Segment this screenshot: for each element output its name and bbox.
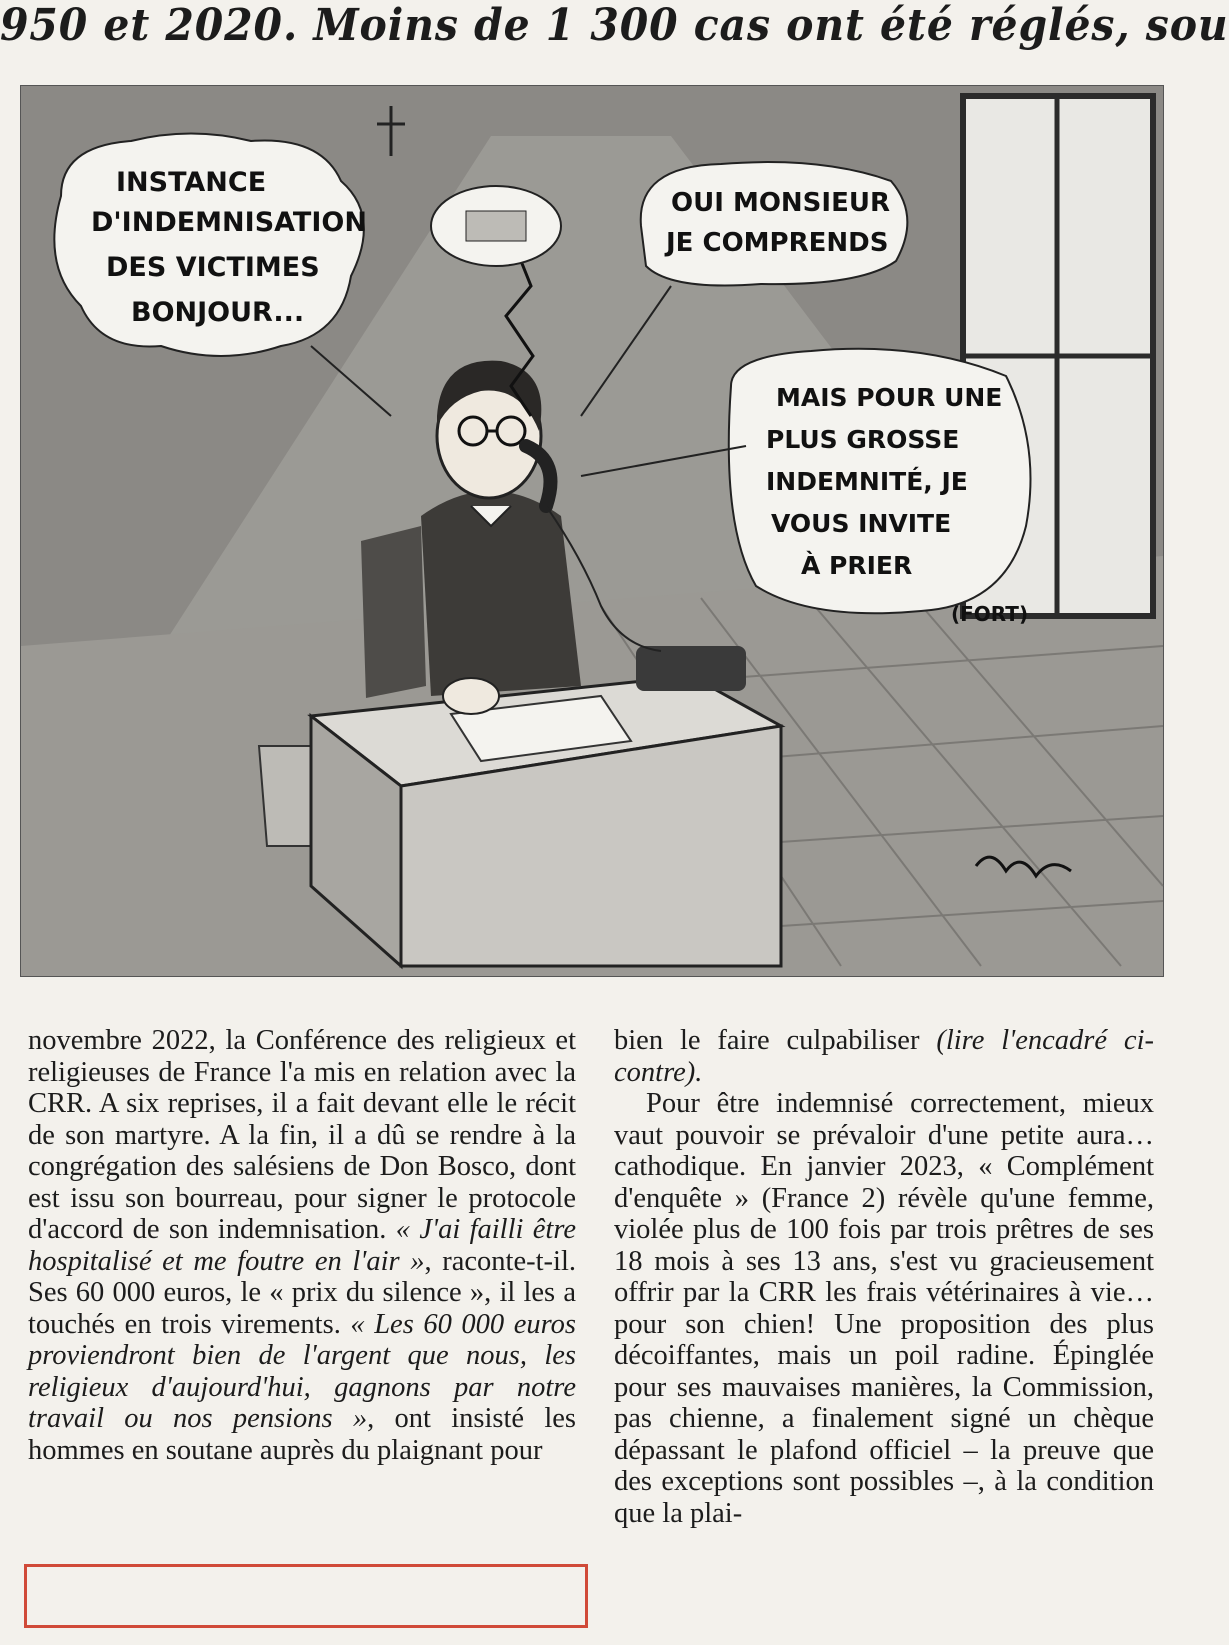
editorial-cartoon	[20, 85, 1164, 977]
left-col-text-3: , ont insisté les hommes en soutane auprès du plaignant pour	[28, 1403, 576, 1466]
bubble-top-right-line-1: OUI MONSIEUR	[671, 188, 890, 218]
bubble-left-line-2: D'INDEMNISATION	[91, 207, 367, 238]
highlight-annotation-box	[24, 1564, 588, 1628]
cartoon-drawing	[21, 86, 1163, 976]
bubble-top-right-line-2: JE COMPRENDS	[666, 228, 889, 258]
left-col-quote-2: « Les 60 000 euros proviendront bien de l'argent que nous, les religieux d'aujourd'hui, gagnons par notre travail ou nos pensions »	[28, 1308, 576, 1434]
right-col-reference: (lire l'encadré ci-contre).	[614, 1025, 1154, 1088]
bubble-bottom-right-line-2: PLUS GROSSE	[766, 425, 960, 454]
bubble-bottom-right-line-3: INDEMNITÉ, JE	[766, 467, 968, 496]
right-col-paragraph-2: Pour être indemnisé correctement, mieux vaut pouvoir se prévaloir d'une petite aura… cathodique. En janvier 2023, « Complément d'enquête » (France 2) révèle qu'une femme, violée plus de 100 fois par trois prêtres de ses 18 mois à ses 13 ans, s'est vu gracieusement offrir par la CRR les frais vétérinaires à vie… pour son chien! Une proposition des plus décoiffantes, mais un poil radine. Épinglée pour ses mauvaises manières, la Commission, pas chienne, a finalement signé un chèque dépassant le plafond officiel – la preuve que des exceptions sont possibles –, à la condition que la plai-	[614, 1088, 1154, 1529]
bubble-left-line-4: BONJOUR...	[131, 297, 305, 328]
right-col-text-1: bien le faire culpabiliser	[614, 1025, 920, 1056]
bubble-bottom-right-line-5: À PRIER	[801, 551, 913, 580]
left-col-text-2: , raconte-t-il. Ses 60 000 euros, le « prix du silence », il les a touchés en trois virements.	[28, 1245, 576, 1340]
bubble-bottom-right-line-1: MAIS POUR UNE	[776, 383, 1003, 412]
bubble-left-line-3: DES VICTIMES	[106, 252, 320, 283]
headline: 950 et 2020. Moins de 1 300 cas ont été réglés, sou	[0, 0, 1229, 51]
bubble-left-line-1: INSTANCE	[116, 167, 267, 198]
article-column-left	[28, 1025, 576, 1466]
left-col-text-1: novembre 2022, la Conférence des religieux et religieuses de France l'a mis en relation avec la CRR. A six reprises, il a fait devant elle le récit de son martyre. A la fin, il a dû se rendre à la congrégation des salésiens de Don Bosco, dont est issu son bourreau, pour signer le protocole d'accord de son indemnisation.	[28, 1025, 576, 1245]
left-col-quote-1: « J'ai failli être hospitalisé et me foutre en l'air »	[28, 1214, 577, 1277]
bubble-bottom-right-line-4: VOUS INVITE	[771, 509, 952, 538]
bubble-aside: (FORT)	[951, 602, 1029, 626]
article-column-right	[614, 1025, 1154, 1529]
